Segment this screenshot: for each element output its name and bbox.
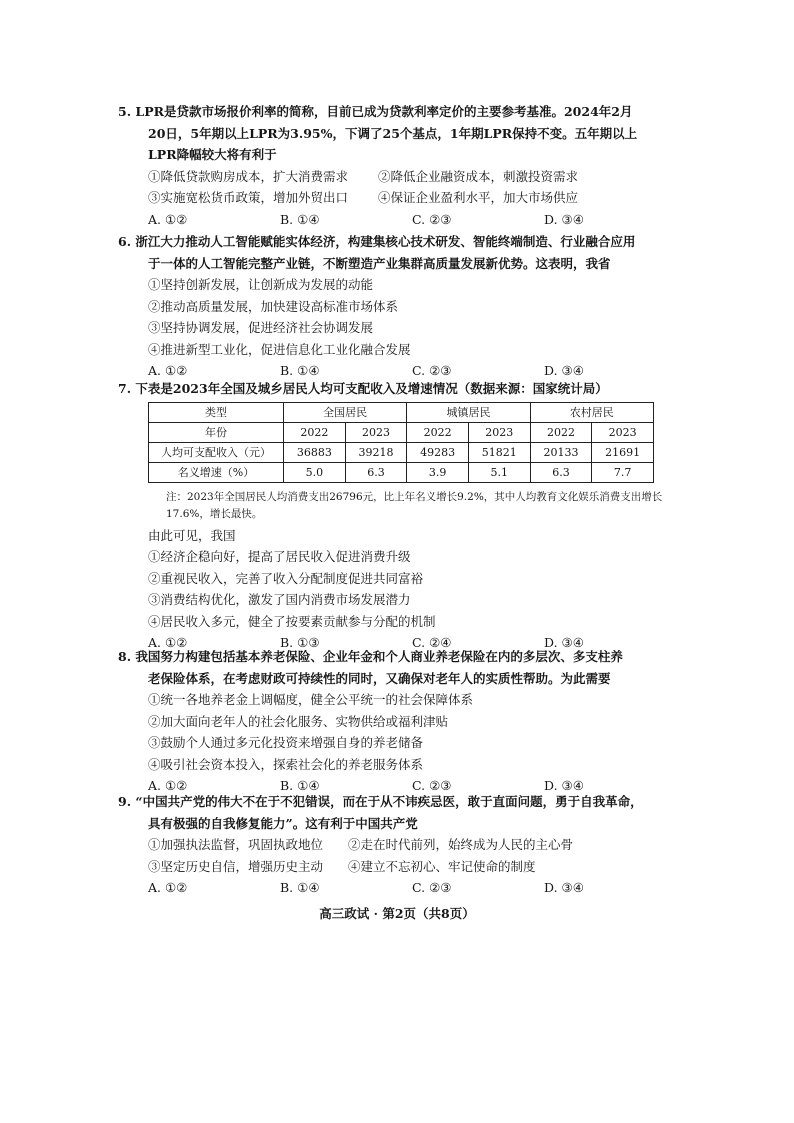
table-cell: 5.1 <box>468 462 530 482</box>
q7-option-2: ②重视民收入，完善了收入分配制度促进共同富裕 <box>148 570 424 586</box>
q5-choices <box>118 209 678 231</box>
q9-options-row-1 <box>118 834 678 856</box>
q5-option-1: ①降低贷款购房成本，扩大消费需求 <box>148 168 349 184</box>
table-cell: 7.7 <box>592 462 654 482</box>
question-7 <box>118 378 678 654</box>
question-8 <box>118 646 678 797</box>
q9-option-4: ④建立不忘初心、牢记使命的制度 <box>348 858 536 874</box>
table-header-row <box>149 402 654 422</box>
table-year-cell: 2022 <box>530 422 592 442</box>
q9-option-2: ②走在时代前列，始终成为人民的主心骨 <box>348 837 574 852</box>
q9-options-row-2 <box>118 856 678 878</box>
q8-option-4: ④吸引社会资本投入，探索社会化的养老服务体系 <box>148 756 424 772</box>
table-year-row <box>149 422 654 442</box>
table-cell: 21691 <box>592 442 654 462</box>
table-cell: 39218 <box>345 442 407 462</box>
q6-option-1: ①坚持创新发展，让创新成为发展的动能 <box>148 277 374 292</box>
q8-option-3: ③鼓励个人通过多元化投资来增强自身的养老储备 <box>148 735 424 750</box>
q7-choice-d[interactable]: D. ③④ <box>544 635 584 650</box>
question-5 <box>118 101 678 230</box>
q9-choice-b[interactable]: B. ①④ <box>280 880 320 895</box>
q8-stem-line-2: 老保险体系，在考虑财政可持续性的同时，又确保对老年人的实质性帮助。为此需要 <box>148 670 611 686</box>
question-6 <box>118 231 678 382</box>
q6-choice-c[interactable]: C. ②③ <box>412 363 452 378</box>
table-cell: 49283 <box>407 442 469 462</box>
q5-options-row-2 <box>118 187 678 209</box>
q9-stem-line-2: 具有极强的自我修复能力”。这有利于中国共产党 <box>148 815 418 831</box>
q9-choice-d[interactable]: D. ③④ <box>544 880 584 895</box>
q5-stem-line-3: LPR降幅较大将有利于 <box>148 147 277 162</box>
q9-option-1: ①加强执法监督，巩固执政地位 <box>148 837 324 852</box>
table-cell: 6.3 <box>530 462 592 482</box>
table-row-label: 人均可支配收入（元） <box>149 442 284 462</box>
q5-choice-d[interactable]: D. ③④ <box>544 211 584 227</box>
q5-option-4: ④保证企业盈利水平，加大市场供应 <box>378 190 579 205</box>
table-year-cell: 2023 <box>468 422 530 442</box>
q9-option-3: ③坚定历史自信，增强历史主动 <box>148 858 324 874</box>
q5-options-row-1 <box>118 166 678 188</box>
q5-option-2: ②降低企业融资成本，刺激投资需求 <box>378 168 579 184</box>
q9-choice-c[interactable]: C. ②③ <box>412 880 452 895</box>
q7-option-1: ①经济企稳向好，提高了居民收入促进消费升级 <box>148 549 411 564</box>
table-group-national: 全国居民 <box>284 402 407 422</box>
q9-stem-line-1: 9. “中国共产党的伟大不在于不犯错误，而在于从不讳疾忌医，敢于直面问题，勇于自我革命， <box>118 794 643 809</box>
q6-choice-b[interactable]: B. ①④ <box>280 363 320 378</box>
q8-choice-c[interactable]: C. ②③ <box>412 778 452 793</box>
q5-choice-a[interactable]: A. ①② <box>148 211 188 227</box>
table-type-label: 类型 <box>149 402 284 422</box>
q8-choice-d[interactable]: D. ③④ <box>544 778 584 793</box>
q6-option-3: ③坚持协调发展，促进经济社会协调发展 <box>148 320 374 335</box>
table-row-label: 名义增速（%） <box>149 462 284 482</box>
q6-choice-d[interactable]: D. ③④ <box>544 363 584 378</box>
q8-choice-a[interactable]: A. ①② <box>148 778 188 793</box>
q5-choice-b[interactable]: B. ①④ <box>280 211 320 227</box>
q9-choices <box>118 877 678 899</box>
table-cell: 6.3 <box>345 462 407 482</box>
q7-option-3: ③消费结构优化，激发了国内消费市场发展潜力 <box>148 592 411 607</box>
table-row <box>149 442 654 462</box>
table-cell: 3.9 <box>407 462 469 482</box>
q6-stem-line-1: 6. 浙江大力推动人工智能赋能实体经济，构建集核心技术研发、智能终端制造、行业融合应用 <box>118 234 636 249</box>
q5-option-3: ③实施宽松货币政策，增加外贸出口 <box>148 190 349 205</box>
q7-lead: 由此可见，我国 <box>148 527 236 543</box>
table-cell: 51821 <box>468 442 530 462</box>
q7-choice-b[interactable]: B. ①③ <box>280 635 320 650</box>
q8-stem-line-1: 8. 我国努力构建包括基本养老保险、企业年金和个人商业养老保险在内的多层次、多支柱养 <box>118 649 623 664</box>
q5-stem-line-2: 20日，5年期以上LPR为3.95%，下调了25个基点，1年期LPR保持不变。五年期以上 <box>148 125 638 141</box>
q8-option-2: ②加大面向老年人的社会化服务、实物供给或福利津贴 <box>148 713 449 729</box>
q7-choice-a[interactable]: A. ①② <box>148 635 188 650</box>
table-cell: 36883 <box>284 442 346 462</box>
q5-choice-c[interactable]: C. ②③ <box>412 211 452 227</box>
table-row <box>149 462 654 482</box>
table-year-cell: 2023 <box>592 422 654 442</box>
table-group-rural: 农村居民 <box>530 402 653 422</box>
q7-stem-line-1: 7. 下表是2023年全国及城乡居民人均可支配收入及增速情况（数据来源：国家统计局） <box>118 381 608 396</box>
table-cell: 20133 <box>530 442 592 462</box>
q8-choice-b[interactable]: B. ①④ <box>280 778 320 793</box>
q7-choice-c[interactable]: C. ②④ <box>412 635 452 650</box>
table-note: 注：2023年全国居民人均消费支出26796元，比上年名义增长9.2%，其中人均教育文化娱乐消费支出增长17.6%，增长最快。 <box>166 490 663 520</box>
q5-stem-line-1: 5. LPR是贷款市场报价利率的简称，目前已成为贷款利率定价的主要参考基准。2024年2月 <box>118 104 633 119</box>
q7-option-4: ④居民收入多元，健全了按要素贡献参与分配的机制 <box>148 613 436 629</box>
q9-choice-a[interactable]: A. ①② <box>148 880 188 895</box>
table-cell: 5.0 <box>284 462 346 482</box>
question-9 <box>118 791 678 899</box>
q6-stem-line-2: 于一体的人工智能完整产业链，不断塑造产业集群高质量发展新优势。这表明，我省 <box>148 255 611 271</box>
table-year-cell: 2022 <box>407 422 469 442</box>
q6-choice-a[interactable]: A. ①② <box>148 363 188 378</box>
income-table <box>148 402 654 483</box>
q6-option-4: ④推进新型工业化，促进信息化工业化融合发展 <box>148 341 411 357</box>
q6-option-2: ②推动高质量发展，加快建设高标准市场体系 <box>148 298 399 314</box>
q8-option-1: ①统一各地养老金上调幅度，健全公平统一的社会保障体系 <box>148 692 474 707</box>
table-year-cell: 2022 <box>284 422 346 442</box>
table-year-cell: 2023 <box>345 422 407 442</box>
table-year-label: 年份 <box>149 422 284 442</box>
table-group-urban: 城镇居民 <box>407 402 530 422</box>
page-footer: 高三政试 · 第2页（共8页） <box>319 906 475 921</box>
